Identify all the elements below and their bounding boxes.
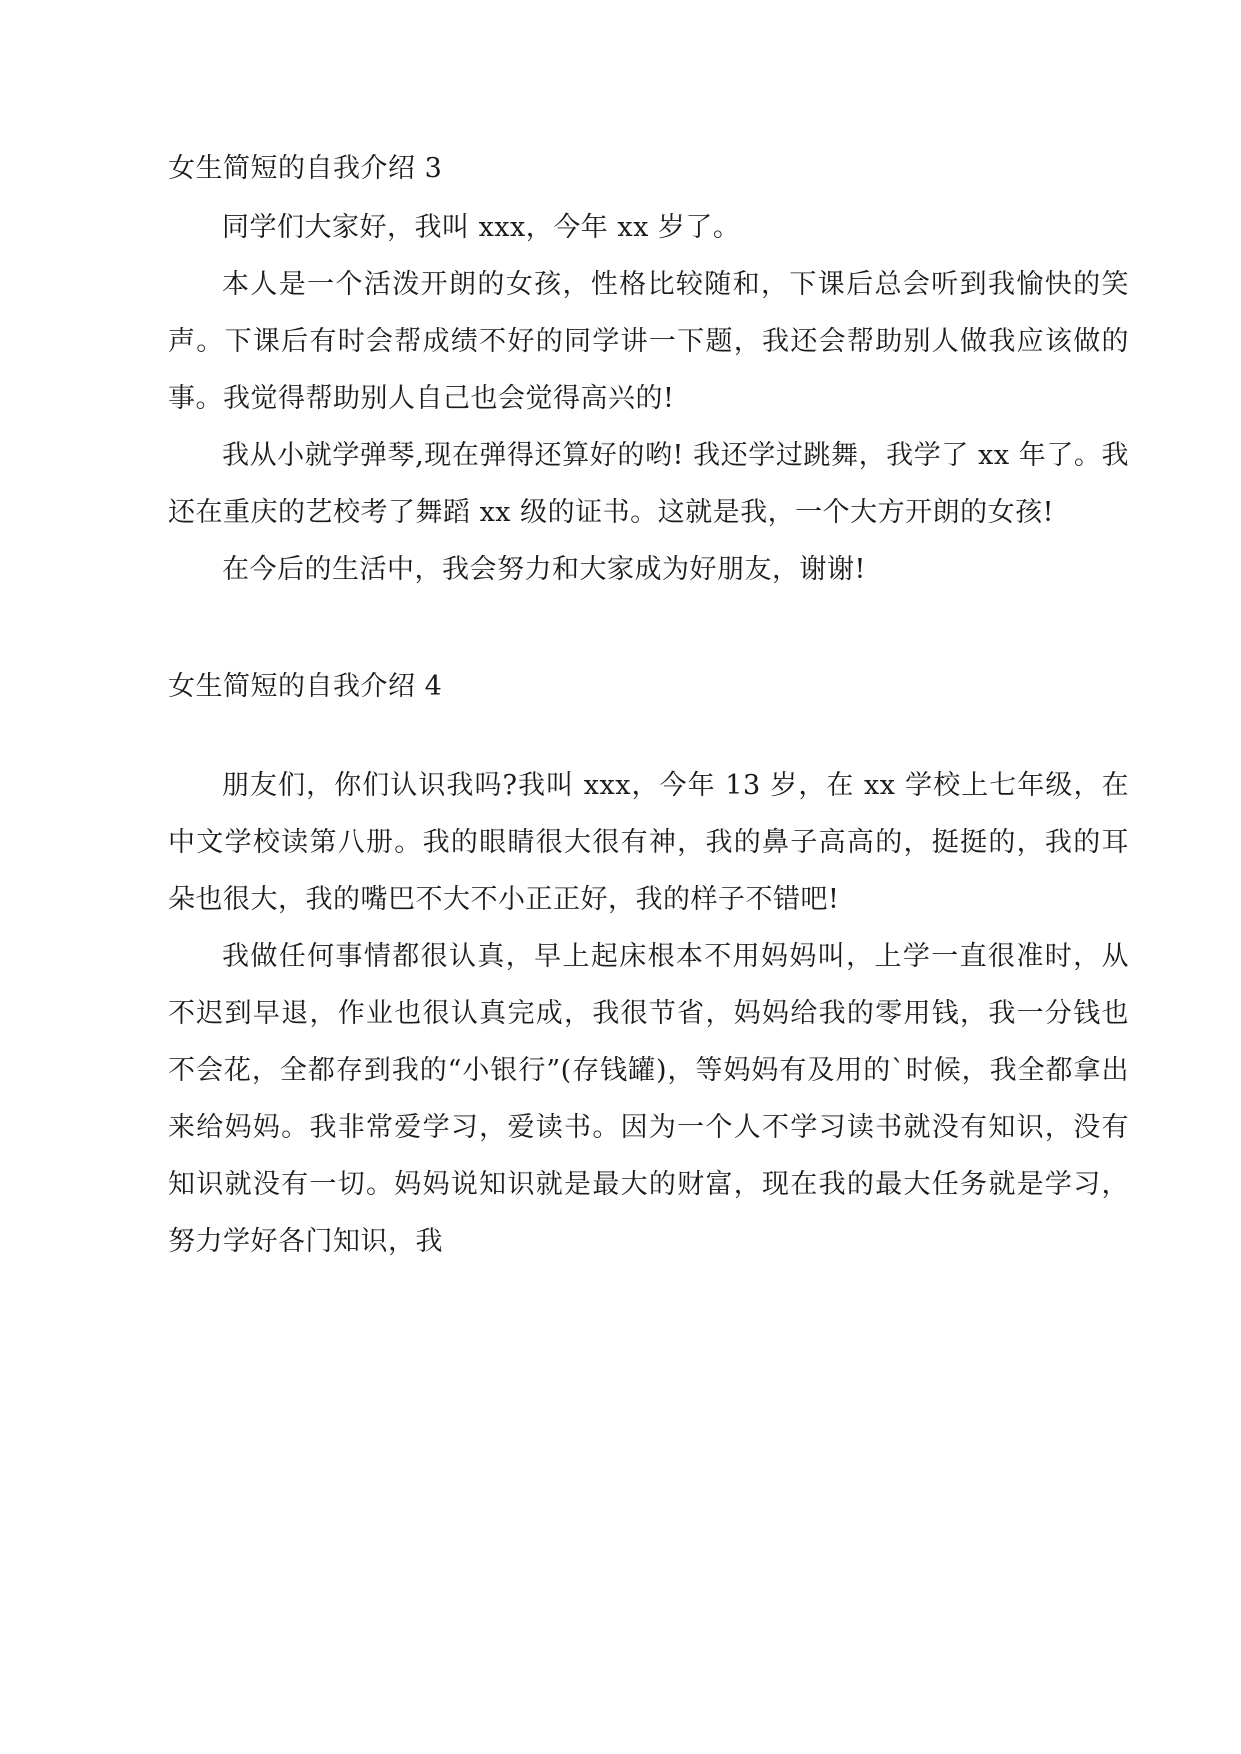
section-heading-3: 女生简短的自我介绍 3 [168,153,443,184]
paragraph: 我从小就学弹琴,现在弹得还算好的哟! 我还学过跳舞，我学了 xx 年了。我还在重庆的艺校考了舞蹈 xx 级的证书。这就是我，一个大方开朗的女孩! [168,440,1129,528]
paragraph: 在今后的生活中，我会努力和大家成为好朋友，谢谢! [222,554,866,585]
section-spacer [168,598,1129,658]
paragraph: 同学们大家好，我叫 xxx，今年 xx 岁了。 [222,212,741,243]
paragraph: 朋友们，你们认识我吗?我叫 xxx，今年 13 岁，在 xx 学校上七年级，在中文学校读第八册。我的眼睛很大很有神，我的鼻子高高的，挺挺的，我的耳朵也很大，我的嘴巴不大不小正正好，我的样子不错吧! [168,770,1129,915]
section-heading-4: 女生简短的自我介绍 4 [168,671,443,702]
paragraph: 我做任何事情都很认真，早上起床根本不用妈妈叫，上学一直很准时，从不迟到早退，作业也很认真完成，我很节省，妈妈给我的零用钱，我一分钱也不会花，全都存到我的“小银行”(存钱罐)，等妈妈有及用的`时候，我全都拿出来给妈妈。我非常爱学习，爱读书。因为一个人不学习读书就没有知识，没有知识就没有一切。妈妈说知识就是最大的财富，现在我的最大任务就是学习，努力学好各门知识，我 [168,941,1129,1257]
heading-spacer [168,717,1129,757]
paragraph: 本人是一个活泼开朗的女孩，性格比较随和，下课后总会听到我愉快的笑声。下课后有时会帮成绩不好的同学讲一下题，我还会帮助别人做我应该做的事。我觉得帮助别人自己也会觉得高兴的! [168,269,1129,414]
document-body [168,140,1129,1270]
